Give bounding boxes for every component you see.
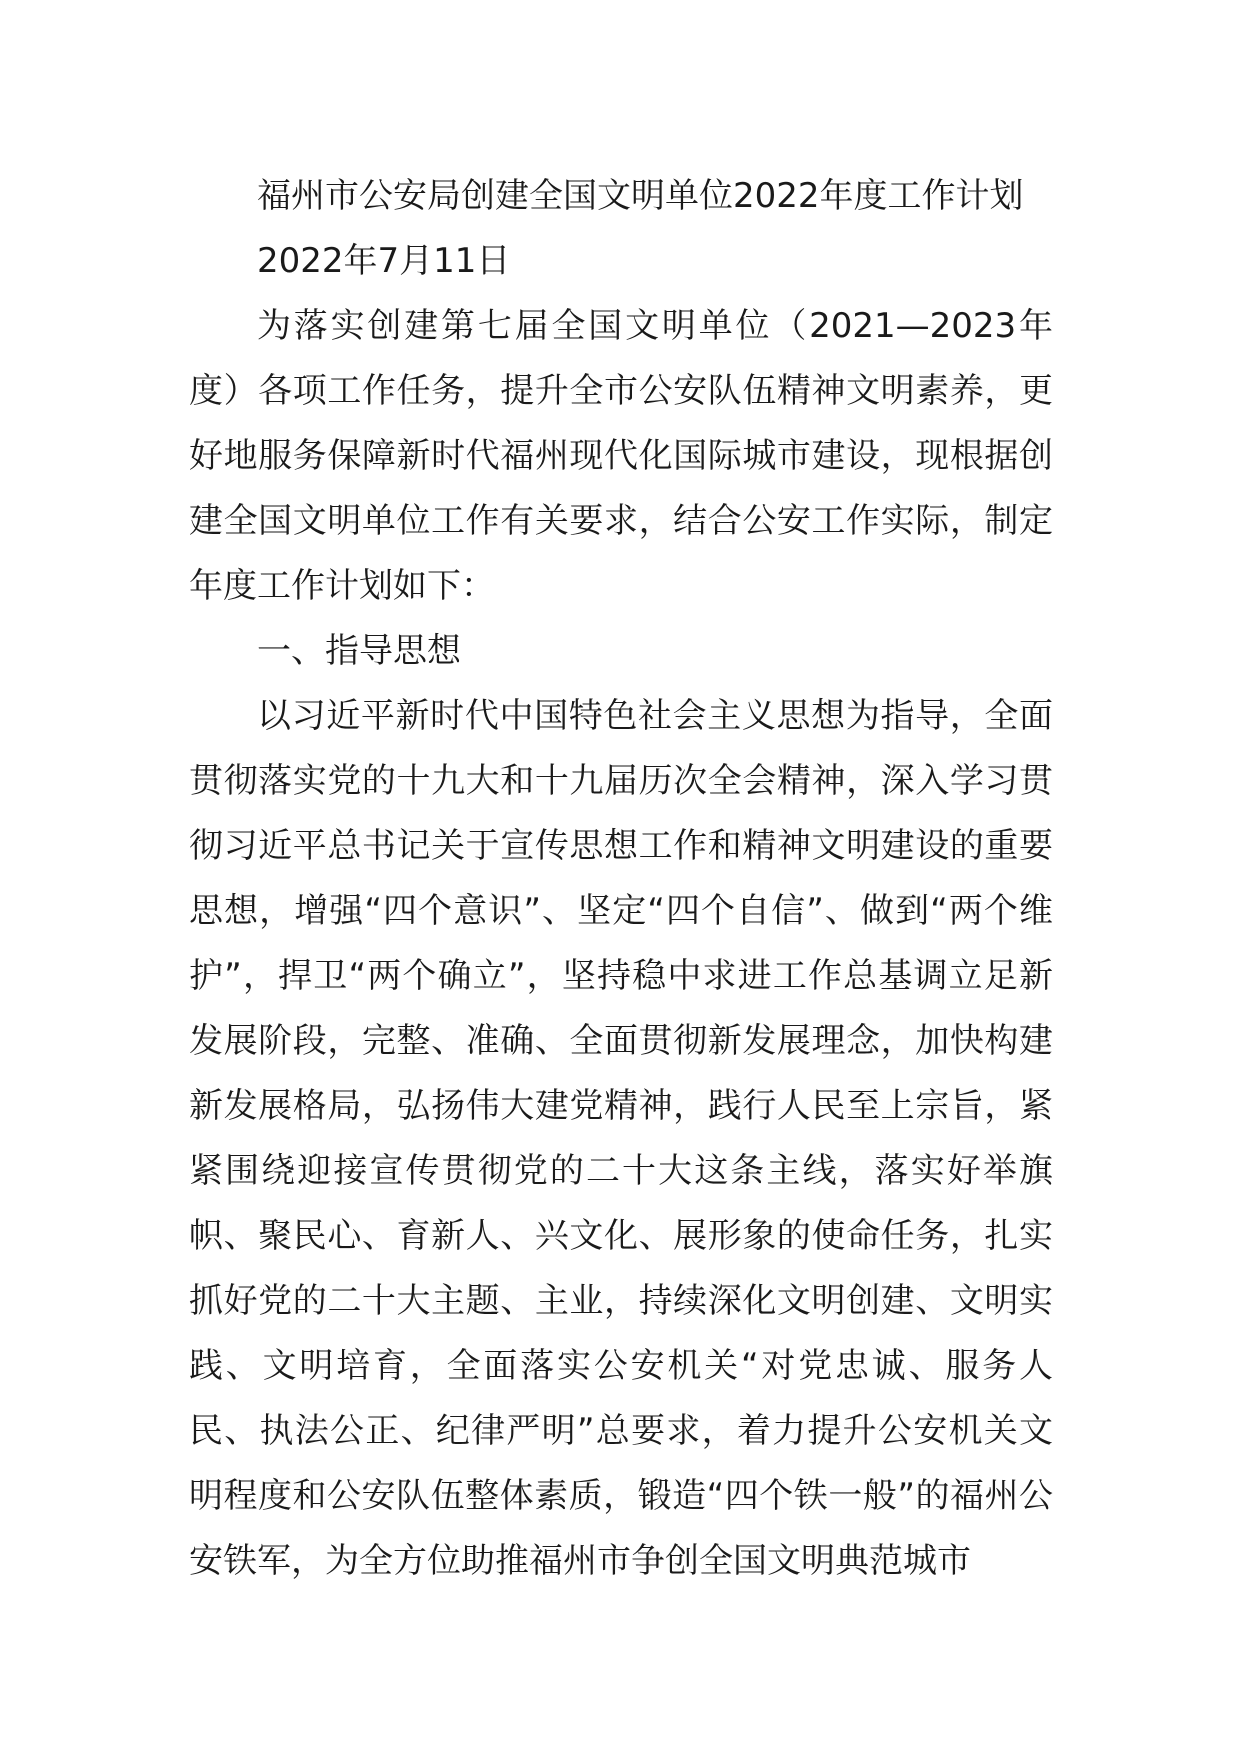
- document-date: 2022年7月11日: [257, 241, 511, 281]
- document-body: [189, 164, 1053, 1594]
- section-heading: 一、指导思想: [257, 631, 461, 671]
- document-title: 福州市公安局创建全国文明单位2022年度工作计划: [257, 176, 1024, 216]
- section-paragraph: 以习近平新时代中国特色社会主义思想为指导，全面贯彻落实党的十九大和十九届历次全会精神，深入学习贯彻习近平总书记关于宣传思想工作和精神文明建设的重要思想，增强“四个意识”、坚定“四个自信”、做到“两个维护”，捍卫“两个确立”，坚持稳中求进工作总基调立足新发展阶段，完整、准确、全面贯彻新发展理念，加快构建新发展格局，弘扬伟大建党精神，践行人民至上宗旨，紧紧围绕迎接宣传贯彻党的二十大这条主线，落实好举旗帜、聚民心、育新人、兴文化、展形象的使命任务，扎实抓好党的二十大主题、主业，持续深化文明创建、文明实践、文明培育，全面落实公安机关“对党忠诚、服务人民、执法公正、纪律严明”总要求，着力提升公安机关文明程度和公安队伍整体素质，锻造“四个铁一般”的福州公安铁军，为全方位助推福州市争创全国文明典范城市: [189, 696, 1053, 1581]
- intro-paragraph: 为落实创建第七届全国文明单位（2021—2023年度）各项工作任务，提升全市公安队伍精神文明素养，更好地服务保障新时代福州现代化国际城市建设，现根据创建全国文明单位工作有关要求，结合公安工作实际，制定年度工作计划如下：: [189, 306, 1053, 606]
